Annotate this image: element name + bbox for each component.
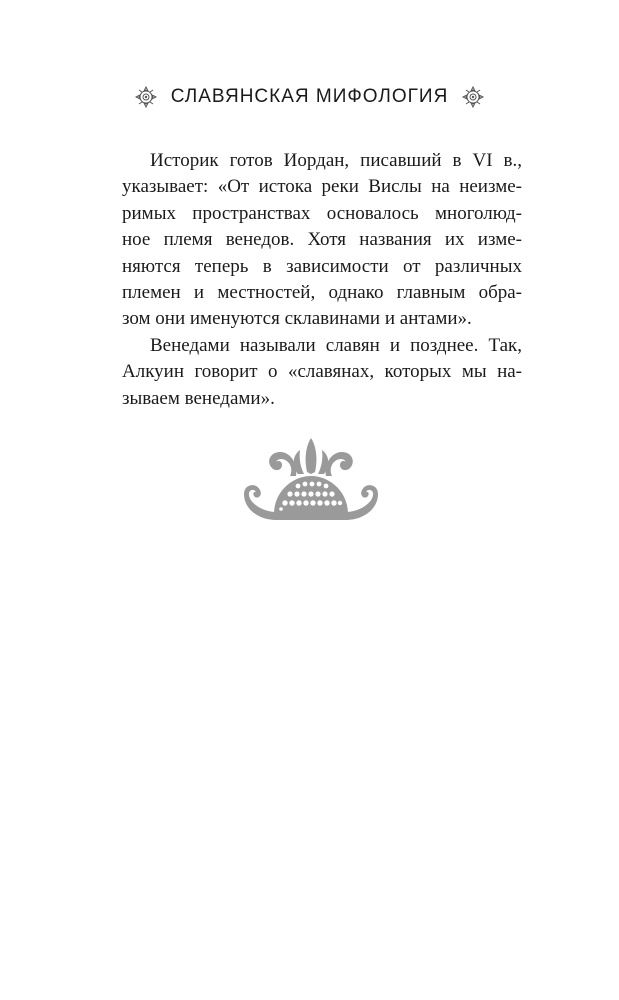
body-text [122,148,522,412]
text-line: няются теперь в зависимости от различных [122,255,522,277]
rosette-ornament-icon [135,86,157,108]
text-line: племен и местностей, однако главным обра- [122,281,522,303]
text-line: ное племя венедов. Хотя названия их изме- [122,229,522,251]
text-line: римых пространствах основалось многолюд- [122,202,522,224]
text-line: Алкуин говорит о «славянах, которых мы на- [122,361,522,383]
running-header-title: СЛАВЯНСКАЯ МИФОЛОГИЯ [170,86,449,107]
text-line: Венедами называли славян и позднее. Так, [150,334,522,356]
running-header [0,82,619,112]
rosette-ornament-icon [462,86,484,108]
folk-ornament-vignette-icon [240,432,382,530]
text-line: зом они именуются склавинами и антами». [122,308,472,330]
text-line: Историк готов Иордан, писавший в VI в., [150,150,522,171]
text-line: указывает: «От истока реки Вислы на неизме- [122,176,522,198]
text-line: зываем венедами». [122,387,275,409]
